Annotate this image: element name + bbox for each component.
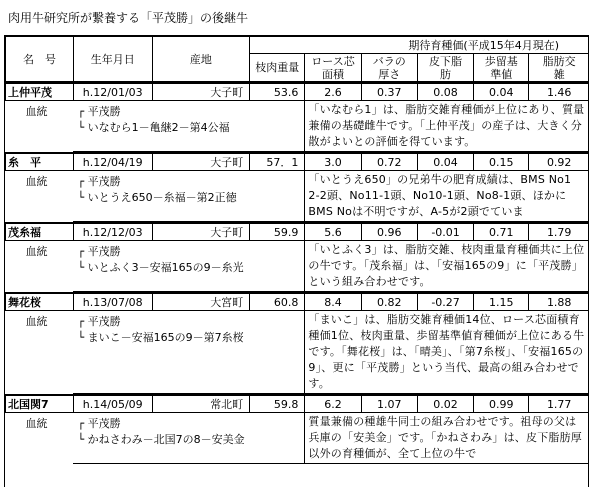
pedigree-label: 血統: [25, 105, 48, 118]
header-origin: 産地: [152, 37, 250, 82]
pedigree: [73, 311, 304, 394]
pedigree-label: 血統: [25, 245, 48, 258]
ebv-subcutaneous-fat: -0.01: [417, 223, 473, 241]
bull-origin: 大子町: [152, 83, 250, 101]
bull-birth-date: h.12/01/03: [73, 83, 152, 101]
pedigree-label-cell: [6, 171, 74, 222]
bull-origin: 大子町: [152, 223, 250, 241]
ebv-subcutaneous-fat: 0.02: [417, 395, 473, 413]
header-ebv-group: 期待育種価(平成15年4月現在): [250, 37, 589, 54]
ebv-yield-estimate: 0.99: [474, 395, 529, 413]
ebv-carcass-weight: 59.8: [250, 395, 305, 413]
ebv-yield-estimate: 1.15: [474, 293, 529, 311]
ebv-rib-thickness: 0.96: [361, 223, 417, 241]
ebv-rib-eye-area: 8.4: [305, 293, 361, 311]
header-ebv-col: バラの 厚さ: [361, 54, 417, 82]
ebv-marbling: 0.92: [529, 153, 589, 171]
bull-rows: [5, 82, 588, 464]
pedigree-sire: ┌ 平茂勝: [77, 245, 121, 258]
bull-name: 糸 平: [6, 153, 74, 171]
ebv-marbling: 1.88: [529, 293, 589, 311]
ebv-rib-thickness: 0.37: [361, 83, 417, 101]
ebv-rib-eye-area: 2.6: [305, 83, 361, 101]
bull-name: 茂糸福: [6, 223, 74, 241]
ebv-marbling: 1.46: [529, 83, 589, 101]
pedigree-label: 血統: [25, 417, 48, 430]
pedigree: [73, 101, 304, 152]
bull-entry: [5, 394, 589, 464]
bull-table: [4, 35, 589, 487]
pedigree-dam: └ いとうえ650－糸福－第2正徳: [77, 191, 237, 204]
pedigree: [73, 241, 304, 292]
bull-birth-date: h.12/04/19: [73, 153, 152, 171]
header-ebv-col: 皮下脂 肪: [417, 54, 473, 82]
pedigree-label-cell: [6, 413, 74, 464]
bull-comment: 「いとうえ650」の兄弟牛の肥育成績は、BMS No1 2-2頭、No11-1頭、No10-1頭、No8-1頭、ほかにBMS Noは不明ですが、A-5が2頭でていま: [305, 171, 589, 222]
ebv-carcass-weight: 57．1: [250, 153, 305, 171]
pedigree-dam: └ いなむら1－亀継2－第4公福: [77, 121, 230, 134]
bull-birth-date: h.12/12/03: [73, 223, 152, 241]
header-ebv-col: ロース芯 面積: [305, 54, 361, 82]
pedigree-sire: ┌ 平茂勝: [77, 105, 121, 118]
pedigree-sire: ┌ 平茂勝: [77, 315, 121, 328]
bull-comment: 「いとふく3」は、脂肪交雑、枝肉重量育種価共に上位の牛です。「茂糸福」は、「安福165の9」に「平茂勝」という組み合わせです。: [305, 241, 589, 292]
pedigree-sire: ┌ 平茂勝: [77, 175, 121, 188]
pedigree-dam: └ まいこ－安福165の9－第7糸桜: [77, 331, 244, 344]
pedigree-label-cell: [6, 101, 74, 152]
bull-birth-date: h.14/05/09: [73, 395, 152, 413]
bull-name: 上仲平茂: [6, 83, 74, 101]
ebv-subcutaneous-fat: 0.04: [417, 153, 473, 171]
pedigree-label-cell: [6, 241, 74, 292]
bull-entry: [5, 292, 589, 394]
ebv-rib-thickness: 0.72: [361, 153, 417, 171]
pedigree-label-cell: [6, 311, 74, 394]
ebv-carcass-weight: 59.9: [250, 223, 305, 241]
ebv-marbling: 1.79: [529, 223, 589, 241]
bull-entry: [5, 222, 589, 292]
ebv-rib-eye-area: 6.2: [305, 395, 361, 413]
header-ebv-col: 枝肉重量: [250, 54, 305, 82]
ebv-rib-eye-area: 5.6: [305, 223, 361, 241]
header-name: 名 号: [6, 37, 74, 82]
header-ebv-col: 脂肪交 雑: [529, 54, 589, 82]
bull-entry: [5, 152, 589, 222]
bull-comment: 「いなむら1」は、脂肪交雑育種価が上位にあり、質量兼備の基礎雌牛です。「上仲平茂」の産子は、大きく分散がよいとの評価を得ています。: [305, 101, 589, 152]
header-birth: 生年月日: [73, 37, 152, 82]
bull-comment: 「まいこ」は、脂肪交雑育種価14位、ロース芯面積育種価1位、枝肉重量、歩留基準値育種価が上位にある牛です。「舞花桜」は、「晴美」、「第7糸桜」、「安福165の9」、更に「平茂勝」という当代、最高の組み合わせです。: [305, 311, 589, 394]
pedigree-label: 血統: [25, 175, 48, 188]
document-title: 肉用牛研究所が繋養する「平茂勝」の後継牛: [8, 11, 249, 25]
bull-entry: [5, 82, 589, 152]
bull-origin: 大宮町: [152, 293, 250, 311]
ebv-rib-thickness: 1.07: [361, 395, 417, 413]
ebv-rib-eye-area: 3.0: [305, 153, 361, 171]
pedigree-dam: └ いとふく3－安福165の9－糸光: [77, 261, 244, 274]
bull-name: 北国関7: [6, 395, 74, 413]
bull-origin: 常北町: [152, 395, 250, 413]
ebv-yield-estimate: 0.71: [474, 223, 529, 241]
ebv-subcutaneous-fat: -0.27: [417, 293, 473, 311]
ebv-marbling: 1.77: [529, 395, 589, 413]
pedigree-sire: ┌ 平茂勝: [77, 417, 121, 430]
pedigree-dam: └ かねさわみ－北国7の8－安美金: [77, 433, 245, 446]
pedigree: [73, 171, 304, 222]
ebv-carcass-weight: 60.8: [250, 293, 305, 311]
header-ebv-col: 歩留基 準値: [474, 54, 529, 82]
ebv-subcutaneous-fat: 0.08: [417, 83, 473, 101]
ebv-rib-thickness: 0.82: [361, 293, 417, 311]
bull-name: 舞花桜: [6, 293, 74, 311]
pedigree: [73, 413, 304, 464]
bull-comment: 質量兼備の種雄牛同士の組み合わせです。祖母の父は兵庫の「安美金」です。「かねさわみ」は、皮下脂肪厚以外の育種価が、全て上位の牛で: [305, 413, 589, 464]
ebv-yield-estimate: 0.15: [474, 153, 529, 171]
ebv-yield-estimate: 0.04: [474, 83, 529, 101]
bull-origin: 大子町: [152, 153, 250, 171]
pedigree-label: 血統: [25, 315, 48, 328]
bull-birth-date: h.13/07/08: [73, 293, 152, 311]
ebv-carcass-weight: 53.6: [250, 83, 305, 101]
